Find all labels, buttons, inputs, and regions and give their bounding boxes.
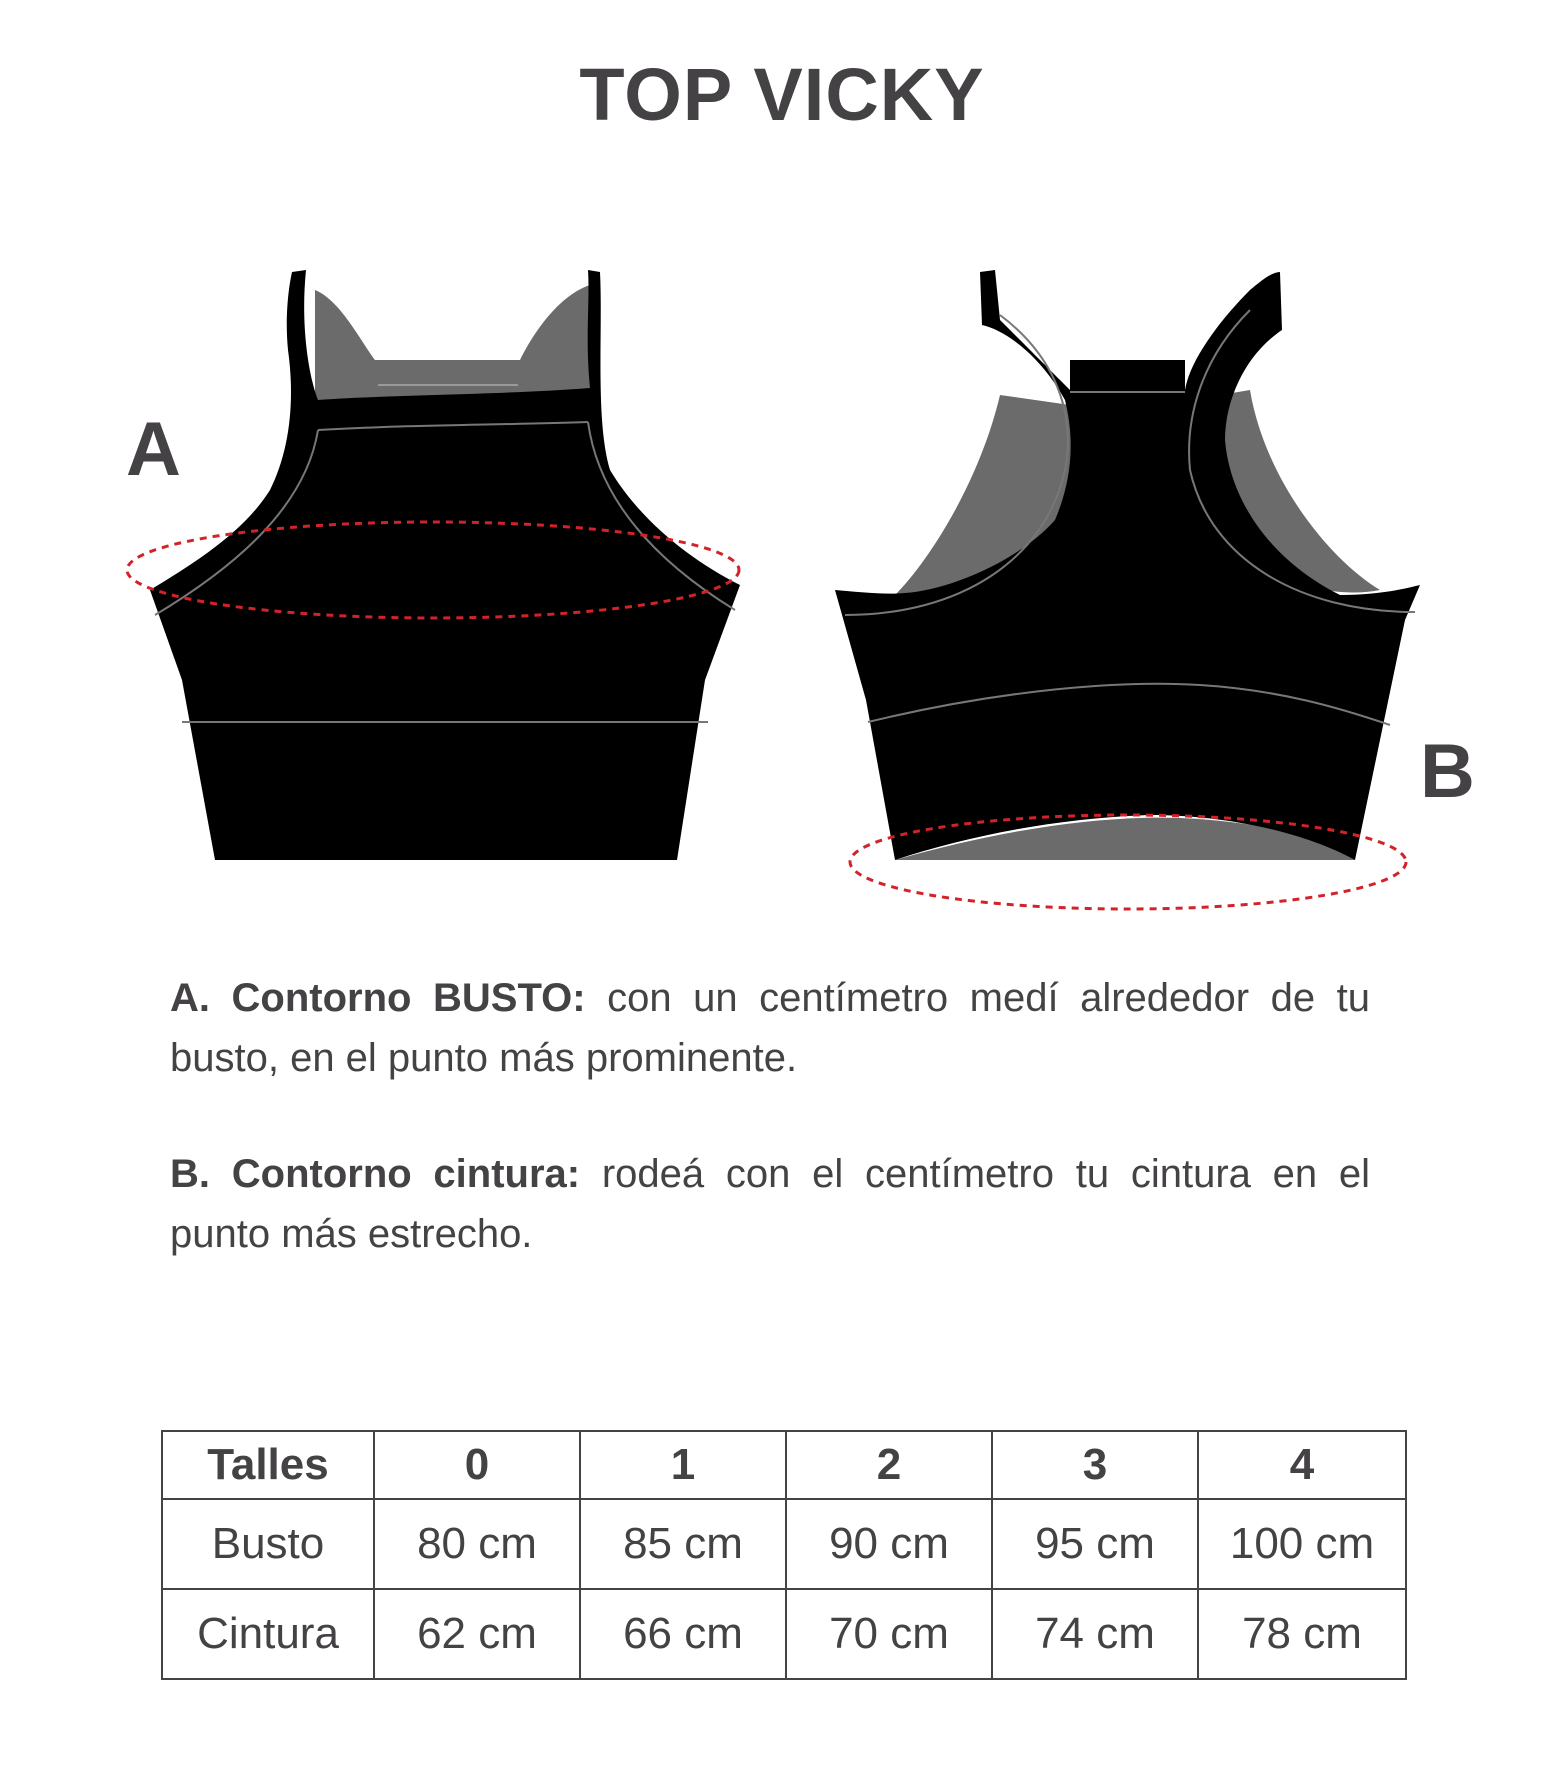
header-cell: 1 [580,1431,786,1499]
table-cell: 62 cm [374,1589,580,1679]
waist-description-text: rodeá con el centímetro tu cintura en el punto más estrecho. [170,1152,1370,1256]
label-a: A [126,407,181,492]
back-view-illustration [835,270,1420,909]
table-cell: 95 cm [992,1499,1198,1589]
front-body [150,270,740,860]
table-cell: 74 cm [992,1589,1198,1679]
front-lining [315,285,590,400]
front-view-illustration [127,270,740,860]
waist-description-key: B. Contorno cintura: [170,1152,581,1196]
header-cell: Talles [162,1431,374,1499]
table-cell: 66 cm [580,1589,786,1679]
size-table-header-row [162,1431,1406,1499]
header-cell: 3 [992,1431,1198,1499]
waist-description [170,1144,1370,1264]
table-cell: 70 cm [786,1589,992,1679]
table-cell: 90 cm [786,1499,992,1589]
header-cell: 2 [786,1431,992,1499]
table-cell: 80 cm [374,1499,580,1589]
table-row [162,1589,1406,1679]
header-cell: 0 [374,1431,580,1499]
label-b: B [1420,729,1475,814]
table-cell: Busto [162,1499,374,1589]
table-cell: 100 cm [1198,1499,1406,1589]
page-title: TOP VICKY [579,53,985,136]
table-cell: 85 cm [580,1499,786,1589]
size-table [161,1430,1407,1680]
header-cell: 4 [1198,1431,1406,1499]
table-cell: 78 cm [1198,1589,1406,1679]
table-cell: Cintura [162,1589,374,1679]
table-row [162,1499,1406,1589]
bust-description-key: A. Contorno BUSTO: [170,976,586,1020]
bust-description [170,968,1370,1088]
bust-description-text: con un centímetro medí alrededor de tu busto, en el punto más prominente. [170,976,1370,1080]
